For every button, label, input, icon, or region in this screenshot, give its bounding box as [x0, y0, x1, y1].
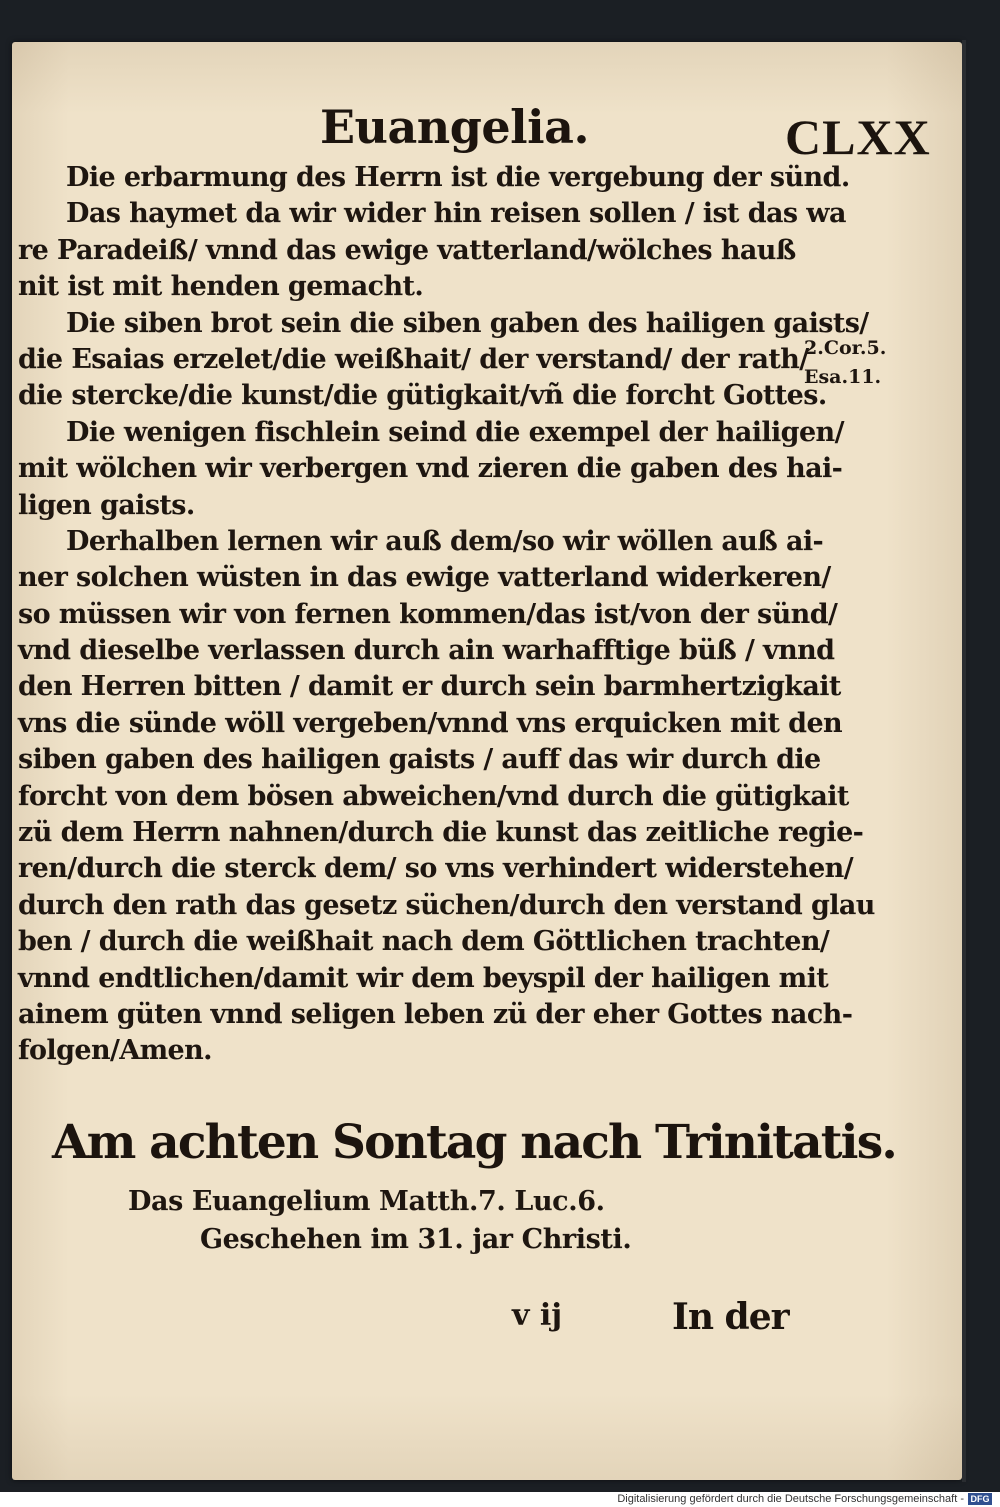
text-line: so müssen wir von fernen kommen/das ist/von der sünd/	[18, 598, 838, 630]
margin-note: Esa.11.	[804, 366, 882, 388]
text-line: ren/durch die sterck dem/ so vns verhindert widerstehen/	[18, 853, 853, 885]
catchword: In der	[672, 1296, 789, 1338]
section-subtitle: Das Euangelium Matth.7. Luc.6.	[128, 1186, 605, 1217]
text-line: Derhalben lernen wir auß dem/so wir wöllen auß ai-	[66, 525, 824, 557]
text-line: Die siben brot sein die siben gaben des hailigen gaists/	[66, 307, 869, 339]
text-line: vnnd endtlichen/damit wir dem beyspil der hailigen mit	[18, 962, 829, 994]
text-line: die Esaias erzelet/die weißhait/ der verstand/ der rath/	[18, 343, 809, 375]
text-line: nit ist mit henden gemacht.	[18, 271, 424, 303]
text-line: die stercke/die kunst/die gütigkait/vñ die forcht Gottes.	[18, 380, 827, 412]
page-edge	[962, 40, 966, 1482]
text-line: vnd dieselbe verlassen durch ain warhafftige büß / vnnd	[18, 635, 835, 667]
text-line: ben / durch die weißhait nach dem Göttlichen trachten/	[18, 926, 830, 958]
signature-mark: v ij	[512, 1298, 563, 1333]
dfg-logo: DFG	[968, 1493, 992, 1505]
text-line: forcht von dem bösen abweichen/vnd durch die gütigkait	[18, 780, 849, 812]
footer-credit: Digitalisierung gefördert durch die Deutsche Forschungsgemeinschaft -	[617, 1493, 964, 1505]
text-line: ligen gaists.	[18, 489, 195, 521]
text-line: siben gaben des hailigen gaists / auff das wir durch die	[18, 744, 821, 776]
text-line: ainem güten vnnd seligen leben zü der eher Gottes nach-	[18, 998, 853, 1030]
footer-bar	[0, 1492, 1000, 1507]
running-head: Euangelia.	[320, 100, 589, 154]
text-line: durch den rath das gesetz süchen/durch den verstand glau	[18, 889, 875, 921]
text-line: Die wenigen fischlein seind die exempel der hailigen/	[66, 416, 844, 448]
text-line: Das haymet da wir wider hin reisen sollen / ist das wa	[66, 198, 846, 230]
text-line: Die erbarmung des Herrn ist die vergebung der sünd.	[66, 162, 850, 193]
text-line: mit wölchen wir verbergen vnd zieren die gaben des hai-	[18, 453, 843, 485]
text-line: ner solchen wüsten in das ewige vatterland widerkeren/	[18, 562, 831, 594]
text-line: vns die sünde wöll vergeben/vnnd vns erquicken mit den	[18, 707, 843, 739]
text-line: re Paradeiß/ vnnd das ewige vatterland/wölches hauß	[18, 234, 796, 266]
section-subtitle: Geschehen im 31. jar Christi.	[200, 1224, 632, 1255]
text-line: den Herren bitten / damit er durch sein barmhertzigkait	[18, 671, 841, 703]
margin-note: 2.Cor.5.	[804, 337, 887, 359]
folio-number: CLXX	[785, 109, 931, 165]
text-line: zü dem Herrn nahnen/durch die kunst das zeitliche regie-	[18, 817, 864, 849]
text-line: folgen/Amen.	[18, 1035, 212, 1067]
section-title: Am achten Sontag nach Trinitatis.	[52, 1115, 896, 1170]
